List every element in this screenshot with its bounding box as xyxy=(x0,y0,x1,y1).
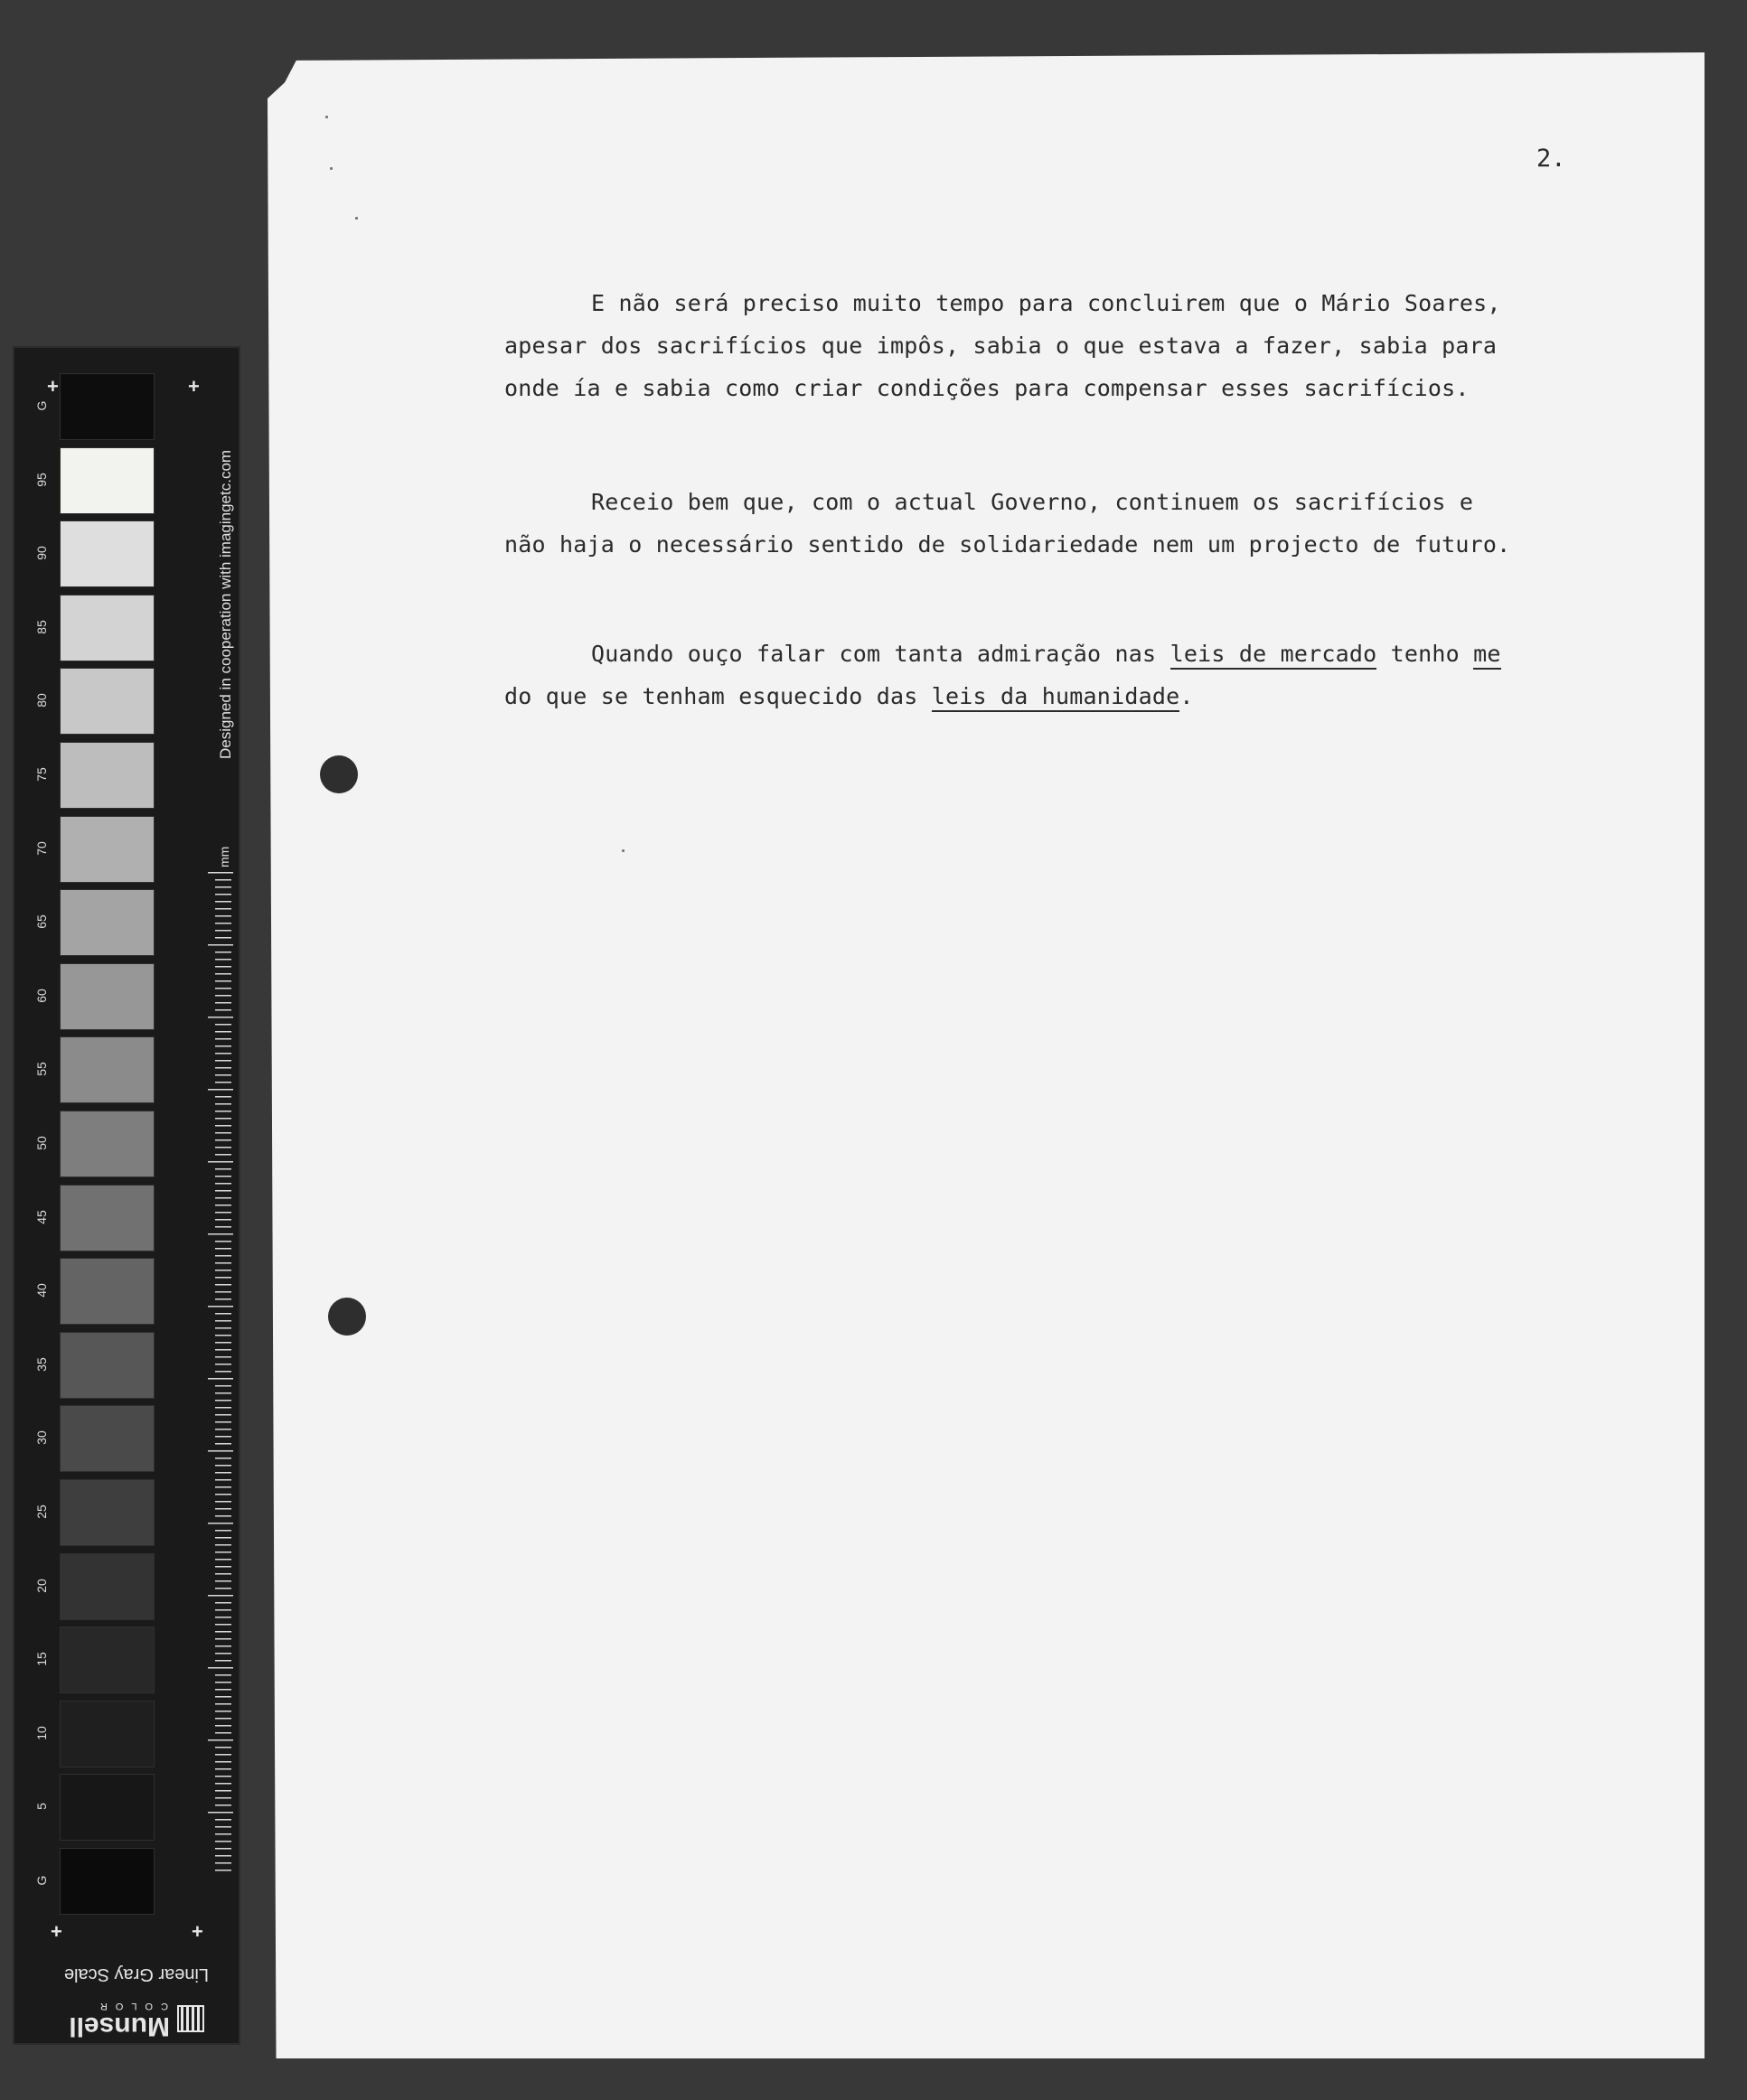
gray-patch xyxy=(60,595,155,661)
gray-patch xyxy=(60,816,155,883)
gray-patch-label: 90 xyxy=(34,546,49,560)
paragraph xyxy=(504,282,1553,409)
gray-patch-label: 75 xyxy=(34,767,49,782)
text-line xyxy=(504,523,1553,566)
gray-patch-label: G xyxy=(34,1875,49,1886)
text-line xyxy=(504,282,1553,324)
gray-patch-label: 30 xyxy=(34,1430,49,1446)
gray-patch-label: 80 xyxy=(34,693,49,708)
scale-credit-text: Designed in cooperation with imagingetc.com xyxy=(217,449,234,759)
plus-mark: + xyxy=(188,375,200,398)
gray-patch xyxy=(60,373,155,440)
gray-patch-label: 10 xyxy=(34,1726,49,1740)
text-run: tenho xyxy=(1376,641,1474,667)
paper-speck xyxy=(325,116,328,118)
gray-patch-label: 5 xyxy=(34,1803,49,1811)
gray-patch-label: 35 xyxy=(34,1357,49,1372)
plus-mark: + xyxy=(47,375,59,398)
gray-patch-label: 55 xyxy=(34,1062,49,1077)
gray-scale-card xyxy=(13,346,240,2045)
gray-patch-label: 40 xyxy=(34,1283,49,1298)
gray-patch xyxy=(60,1036,155,1103)
text-run: Quando ouço falar com tanta admiração nas xyxy=(591,641,1170,667)
paper-speck xyxy=(355,217,358,220)
text-run: do que se tenham esquecido das xyxy=(504,683,932,709)
gray-patch xyxy=(60,1701,155,1767)
gray-patch xyxy=(60,963,155,1030)
paper-speck xyxy=(622,849,625,852)
punch-hole xyxy=(328,1298,366,1336)
gray-patch-label: 95 xyxy=(34,472,49,487)
plus-mark: + xyxy=(192,1920,203,1943)
gray-patch-label: 15 xyxy=(34,1652,49,1666)
underlined-text: leis de mercado xyxy=(1170,641,1377,670)
text-run: apesar dos sacrifícios que impôs, sabia o que estava a fazer, sabia para xyxy=(504,333,1498,359)
mm-ruler-major-ticks xyxy=(208,872,233,1875)
gray-patch xyxy=(60,1774,155,1841)
gray-patch xyxy=(60,447,155,514)
gray-patch-label: 50 xyxy=(34,1136,49,1150)
plus-mark: + xyxy=(51,1920,62,1943)
munsell-logo-block xyxy=(51,1998,204,2039)
text-run: não haja o necessário sentido de solidariedade nem um projecto de futuro. xyxy=(504,531,1511,558)
gray-patch xyxy=(60,1479,155,1546)
gray-patch-label: 60 xyxy=(34,989,49,1003)
gray-patch xyxy=(60,1258,155,1325)
text-line xyxy=(504,367,1553,409)
gray-patch xyxy=(60,1848,155,1915)
text-line xyxy=(504,324,1553,367)
munsell-grid-icon xyxy=(177,2005,204,2032)
text-line xyxy=(504,481,1553,523)
gray-patch xyxy=(60,1553,155,1620)
gray-patch xyxy=(60,668,155,735)
paper-speck xyxy=(330,167,333,170)
gray-patch-label: G xyxy=(34,400,49,411)
gray-patch xyxy=(60,1185,155,1252)
paragraph xyxy=(504,481,1553,566)
gray-patch-label: 25 xyxy=(34,1505,49,1519)
punch-hole xyxy=(320,755,358,793)
text-line xyxy=(504,633,1553,675)
gray-patch-label: 70 xyxy=(34,840,49,856)
gray-patch xyxy=(60,1332,155,1399)
gray-patch xyxy=(60,1627,155,1693)
brand-subtitle: COLOR xyxy=(91,2001,168,2011)
underlined-text: me xyxy=(1473,641,1501,670)
gray-patch xyxy=(60,520,155,587)
gray-patch xyxy=(60,1405,155,1472)
page-number: 2. xyxy=(1536,145,1566,173)
text-run: . xyxy=(1179,683,1194,709)
gray-patch-label: 20 xyxy=(34,1578,49,1593)
brand-name: Munsell xyxy=(69,2011,170,2041)
paragraph xyxy=(504,633,1553,717)
gray-patch-label: 65 xyxy=(34,914,49,929)
ruler-unit-label: mm xyxy=(217,846,231,867)
gray-patch xyxy=(60,1111,155,1177)
gray-patch-label: 85 xyxy=(34,620,49,634)
text-line xyxy=(504,675,1553,717)
gray-patch-label: 45 xyxy=(34,1209,49,1224)
scale-title: Linear Gray Scale xyxy=(63,1964,210,1984)
underlined-text: leis da humanidade xyxy=(932,683,1180,712)
gray-patch xyxy=(60,889,155,956)
gray-patch xyxy=(60,742,155,809)
text-run: Receio bem que, com o actual Governo, continuem os sacrifícios e xyxy=(591,489,1474,515)
text-run: E não será preciso muito tempo para concluirem que o Mário Soares, xyxy=(591,290,1501,316)
text-run: onde ía e sabia como criar condições para compensar esses sacrifícios. xyxy=(504,375,1470,401)
